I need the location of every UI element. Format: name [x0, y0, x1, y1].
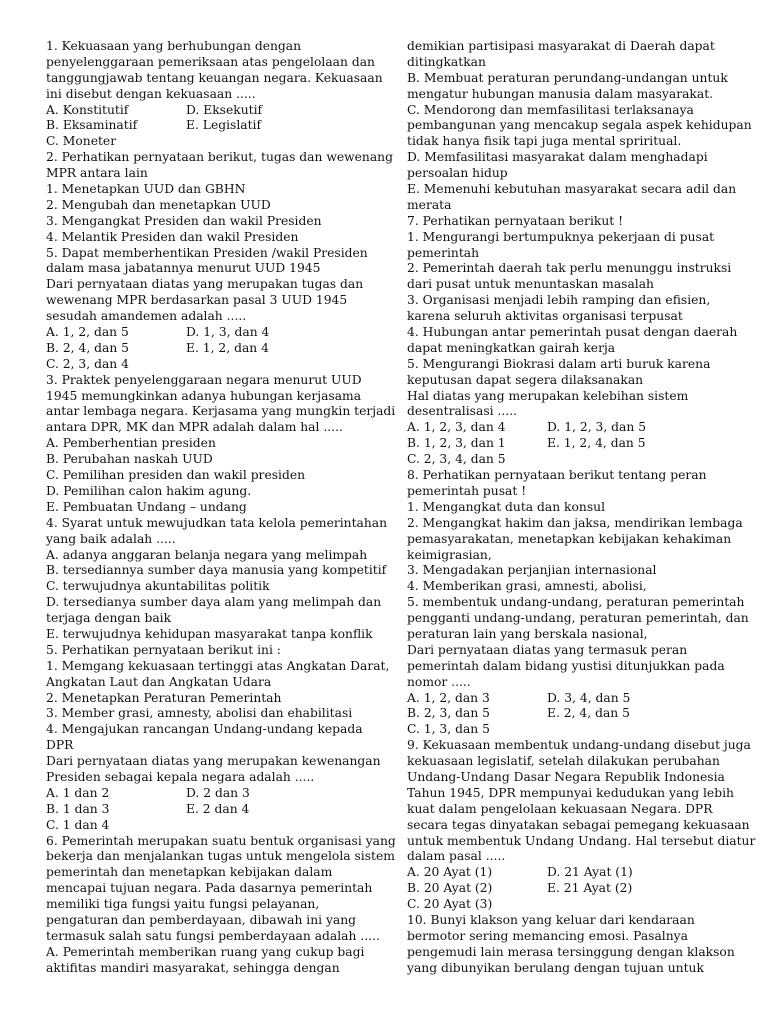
text-line: C. 2, 3, dan 4: [46, 356, 129, 371]
text-line: 2. Perhatikan pernyataan berikut, tugas dan wewenang: [46, 150, 393, 165]
text-line: karena seluruh aktivitas organisasi terpusat: [407, 309, 683, 324]
text-line: merata: [407, 197, 452, 212]
answer-options-row: [407, 881, 737, 897]
text-line: D. Memfasilitasi masyarakat dalam menghadapi: [407, 150, 708, 165]
text-line: 5. membentuk undang-undang, peraturan pemerintah: [407, 595, 745, 610]
answer-option: B. 2, 3, dan 5: [407, 706, 490, 721]
text-line: Dari pernyataan diatas yang merupakan tugas dan: [46, 277, 364, 292]
answer-options-row: [407, 436, 737, 452]
text-line: Tahun 1945, DPR mempunyai kedudukan yang lebih: [407, 785, 734, 800]
text-line: E. terwujudnya kehidupan masyarakat tanpa konflik: [46, 626, 373, 641]
text-line: 3. Organisasi menjadi lebih ramping dan efisien,: [407, 293, 711, 308]
text-line: Undang-Undang Dasar Negara Republik Indonesia: [407, 769, 725, 784]
text-line: E. Memenuhi kebutuhan masyarakat secara adil dan: [407, 182, 737, 197]
answer-option: B. Eksaminatif: [46, 118, 138, 133]
text-line: A. adanya anggaran belanja negara yang melimpah: [46, 547, 368, 562]
text-line: 5. Mengurangi Biokrasi dalam arti buruk karena: [407, 356, 711, 371]
answer-option: E. 21 Ayat (2): [547, 881, 633, 896]
answer-options-row: [46, 802, 381, 818]
text-line: peraturan lain yang berskala nasional,: [407, 626, 648, 641]
answer-option: E. 1, 2, 4, dan 5: [547, 436, 646, 451]
text-line: 2. Pemerintah daerah tak perlu menunggu instruksi: [407, 261, 732, 276]
text-line: Dari pernyataan diatas yang termasuk peran: [407, 642, 688, 657]
text-line: tanggungjawab tentang keuangan negara. Kekuasaan: [46, 70, 383, 85]
text-line: 3. Mengangkat Presiden dan wakil Presiden: [46, 213, 322, 228]
text-line: 3. Praktek penyelenggaraan negara menurut UUD: [46, 372, 362, 387]
text-line: 7. Perhatikan pernyataan berikut !: [407, 213, 624, 228]
text-line: C. 1 dan 4: [46, 817, 110, 832]
text-line: 9. Kekuasaan membentuk undang-undang disebut juga: [407, 738, 751, 753]
text-line: 4. Memberikan grasi, amnesti, abolisi,: [407, 579, 647, 594]
text-line: mengatur hubungan manusia dalam masyarakat.: [407, 86, 714, 101]
text-line: DPR: [46, 738, 74, 753]
text-line: Presiden sebagai kepala negara adalah .....: [46, 769, 315, 784]
text-line: C. Pemilihan presiden dan wakil presiden: [46, 468, 306, 483]
text-line: ditingkatkan: [407, 54, 486, 69]
text-line: untuk membentuk Undang Undang. Hal tersebut diatur: [407, 833, 756, 848]
text-line: penyelenggaraan pemeriksaan atas pengelolaan dan: [46, 54, 375, 69]
answer-option: D. 21 Ayat (1): [547, 865, 633, 880]
text-line: tidak hanya fisik tapi juga mental spriritual.: [407, 134, 682, 149]
answer-options-row: [46, 341, 381, 357]
answer-options-row: [46, 325, 381, 341]
text-line: memiliki tiga fungsi yaitu fungsi pelayanan,: [46, 897, 320, 912]
text-line: pemerintah pusat !: [407, 483, 527, 498]
text-line: pembangunan yang mencakup segala aspek kehidupan: [407, 118, 752, 133]
text-line: antara DPR, MK dan MPR adalah dalam hal .....: [46, 420, 343, 435]
answer-option: A. 20 Ayat (1): [407, 865, 493, 880]
answer-option: B. 2, 4, dan 5: [46, 340, 129, 355]
text-line: D. tersedianya sumber daya alam yang melimpah dan: [46, 595, 382, 610]
answer-option: D. 3, 4, dan 5: [547, 690, 631, 705]
text-line: keimigrasian,: [407, 547, 492, 562]
text-line: keputusan dapat segera dilaksanakan: [407, 372, 644, 387]
text-line: bermotor sering memancing emosi. Pasalnya: [407, 928, 688, 943]
text-line: C. Mendorong dan memfasilitasi terlaksanaya: [407, 102, 694, 117]
answer-option: A. 1, 2, dan 3: [407, 690, 490, 705]
text-line: 4. Syarat untuk mewujudkan tata kelola pemerintahan: [46, 515, 388, 530]
answer-option: D. 1, 3, dan 4: [186, 325, 270, 340]
answer-options-row: [46, 103, 381, 119]
answer-option: B. 20 Ayat (2): [407, 881, 493, 896]
text-line: 3. Member grasi, amnesty, abolisi dan ehabilitasi: [46, 706, 353, 721]
answer-option: D. 1, 2, 3, dan 5: [547, 420, 647, 435]
text-line: 6. Pemerintah merupakan suatu bentuk organisasi yang: [46, 833, 396, 848]
answer-options-row: [407, 691, 737, 707]
answer-option: E. 2 dan 4: [186, 801, 250, 816]
text-line: B. Perubahan naskah UUD: [46, 452, 213, 467]
text-line: terjaga dengan baik: [46, 611, 172, 626]
answer-option: A. 1 dan 2: [46, 785, 110, 800]
answer-option: B. 1 dan 3: [46, 801, 110, 816]
answer-options-row: [407, 420, 737, 436]
answer-options-row: [46, 118, 381, 134]
text-line: dapat meningkatkan gairah kerja: [407, 340, 616, 355]
answer-options-row: [407, 706, 737, 722]
text-line: wewenang MPR berdasarkan pasal 3 UUD 1945: [46, 293, 348, 308]
text-line: aktifitas mandiri masyarakat, sehingga dengan: [46, 960, 340, 975]
text-line: sesudah amandemen adalah .....: [46, 309, 247, 324]
text-line: dari pusat untuk menuntaskan masalah: [407, 277, 654, 292]
answer-options-row: [46, 786, 381, 802]
text-line: 2. Mengangkat hakim dan jaksa, mendirikan lembaga: [407, 515, 743, 530]
text-line: 5. Perhatikan pernyataan berikut ini :: [46, 642, 281, 657]
text-line: 4. Melantik Presiden dan wakil Presiden: [46, 229, 299, 244]
text-line: 1. Mengurangi bertumpuknya pekerjaan di pusat: [407, 229, 715, 244]
text-line: C. 2, 3, 4, dan 5: [407, 452, 506, 467]
text-line: MPR antara lain: [46, 166, 148, 181]
text-line: secara tegas dinyatakan sebagai pemegang kekuasaan: [407, 817, 750, 832]
left-column: [46, 39, 396, 977]
text-line: yang dibunyikan berulang dengan tujuan untuk: [407, 960, 704, 975]
text-line: 4. Hubungan antar pemerintah pusat dengan daerah: [407, 325, 738, 340]
text-line: 4. Mengajukan rancangan Undang-undang kepada: [46, 722, 363, 737]
text-line: B. tersediannya sumber daya manusia yang kompetitif: [46, 563, 387, 578]
text-line: 5. Dapat memberhentikan Presiden /wakil Presiden: [46, 245, 368, 260]
text-line: B. Membuat peraturan perundang-undangan untuk: [407, 70, 728, 85]
text-line: 2. Menetapkan Peraturan Pemerintah: [46, 690, 282, 705]
text-line: C. Moneter: [46, 134, 117, 149]
text-line: C. 20 Ayat (3): [407, 897, 493, 912]
text-line: pemerintah dan menetapkan kebijakan dalam: [46, 865, 333, 880]
answer-option: D. Eksekutif: [186, 102, 263, 117]
text-line: kuat dalam pengelolaan kekuasaan Negara. DPR: [407, 801, 713, 816]
text-line: 10. Bunyi klakson yang keluar dari kendaraan: [407, 912, 695, 927]
text-line: demikian partisipasi masyarakat di Daerah dapat: [407, 39, 715, 53]
text-line: 1. Kekuasaan yang berhubungan dengan: [46, 39, 302, 53]
text-line: dalam masa jabatannya menurut UUD 1945: [46, 261, 321, 276]
text-line: 1. Menetapkan UUD dan GBHN: [46, 182, 246, 197]
text-line: 2. Mengubah dan menetapkan UUD: [46, 197, 271, 212]
text-line: E. Pembuatan Undang – undang: [46, 499, 247, 514]
text-line: dalam pasal .....: [407, 849, 506, 864]
text-line: A. Pemberhentian presiden: [46, 436, 216, 451]
answer-option: E. 2, 4, dan 5: [547, 706, 630, 721]
text-line: pemerintah dalam bidang yustisi ditunjukkan pada: [407, 658, 725, 673]
text-line: persoalan hidup: [407, 166, 508, 181]
text-line: pemerintah: [407, 245, 480, 260]
answer-option: A. Konstitutif: [46, 102, 129, 117]
text-line: ini disebut dengan kekuasaan .....: [46, 86, 256, 101]
text-line: Dari pernyataan diatas yang merupakan kewenangan: [46, 754, 381, 769]
text-line: pengganti undang-undang, peraturan pemerintah, dan: [407, 611, 749, 626]
text-line: Angkatan Laut dan Angkatan Udara: [46, 674, 272, 689]
text-line: yang baik adalah .....: [46, 531, 176, 546]
answer-option: A. 1, 2, 3, dan 4: [407, 420, 506, 435]
text-line: 8. Perhatikan pernyataan berikut tentang peran: [407, 468, 707, 483]
answer-option: D. 2 dan 3: [186, 785, 250, 800]
text-line: 3. Mengadakan perjanjian internasional: [407, 563, 657, 578]
text-line: bekerja dan menjalankan tugas untuk mengelola sistem: [46, 849, 395, 864]
answer-option: B. 1, 2, 3, dan 1: [407, 436, 506, 451]
text-line: D. Pemilihan calon hakim agung.: [46, 483, 252, 498]
text-line: C. terwujudnya akuntabilitas politik: [46, 579, 270, 594]
text-line: pemasyarakatan, menetapkan kebijakan kehakiman: [407, 531, 732, 546]
text-line: mencapai tujuan negara. Pada dasarnya pemerintah: [46, 881, 373, 896]
text-line: termasuk salah satu fungsi pemberdayaan adalah .....: [46, 928, 380, 943]
text-line: 1. Memgang kekuasaan tertinggi atas Angkatan Darat,: [46, 658, 390, 673]
text-line: desentralisasi .....: [407, 404, 518, 419]
answer-options-row: [407, 865, 737, 881]
text-line: 1945 memungkinkan adanya hubungan kerjasama: [46, 388, 362, 403]
text-line: antar lembaga negara. Kerjasama yang mungkin terjadi: [46, 404, 396, 419]
text-line: A. Pemerintah memberikan ruang yang cukup bagi: [46, 944, 365, 959]
answer-option: E. Legislatif: [186, 118, 262, 133]
answer-option: A. 1, 2, dan 5: [46, 325, 129, 340]
text-line: pengaturan dan pemberdayaan, dibawah ini yang: [46, 912, 357, 927]
text-line: 1. Mengangkat duta dan konsul: [407, 499, 605, 514]
text-line: pengemudi lain merasa tersinggung dengan klakson: [407, 944, 735, 959]
text-line: nomor .....: [407, 674, 471, 689]
text-line: kekuasaan legislatif, setelah dilakukan perubahan: [407, 754, 720, 769]
right-column: [407, 39, 756, 977]
answer-option: E. 1, 2, dan 4: [186, 340, 269, 355]
text-line: C. 1, 3, dan 5: [407, 722, 490, 737]
text-line: Hal diatas yang merupakan kelebihan sistem: [407, 388, 689, 403]
